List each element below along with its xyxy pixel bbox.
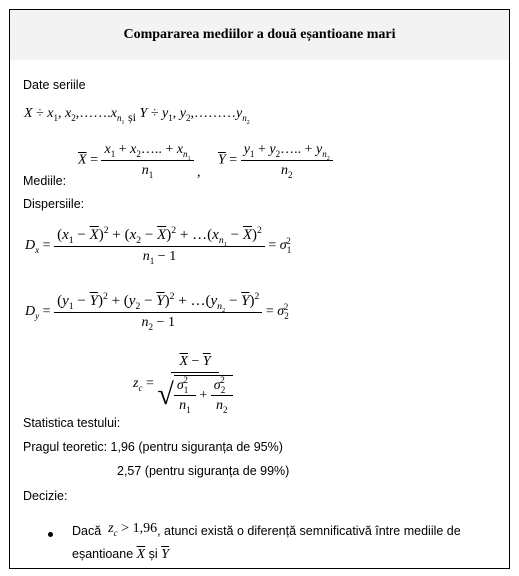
mean-y-formula: $\overline{Y}$ = $\frac{y_1 + y_2\dots.. + y_{n_2}}{n_2}$ [218, 142, 333, 179]
z-statistic-formula: $z_c$ = $\overline{X} - \overline{Y}$ √ $\frac{\sigma_1^2}{n_1}$ + $\frac{\sigma_2^2}{n_2}$ [133, 354, 233, 414]
decision-line-1 [72, 521, 461, 540]
variance-x-formula: $D_x$ = $\frac{(x_1 - \overline{X})^2 + (x_2 - \overline{X})^2 + \dots(x_{n_1} - \overline{X})^2}{n_1 - 1}$ = $\sigma_1^2$ [25, 225, 292, 266]
label-mediile: Mediile: [23, 174, 67, 188]
label-date-seriile: Date seriile [23, 78, 86, 92]
bullet-icon [48, 532, 53, 537]
mean-x-formula: $\overline{X}$ = $\frac{x_1 + x_2\dots.. + x_{n_1}}{n_1}$ , [78, 142, 201, 180]
label-dispersiile: Dispersiile: [23, 197, 85, 211]
label-pragul-99: 2,57 (pentru siguranța de 99%) [117, 464, 290, 478]
decision-condition: $z_c > 1,96$ [108, 521, 158, 538]
label-pragul: Pragul teoretic: 1,96 (pentru siguranța de 95%) [23, 440, 283, 454]
decision-text: , atunci există o diferență semnificativă între mediile de [157, 524, 461, 538]
label-statistica: Statistica testului: [23, 416, 121, 430]
formula-box [9, 9, 510, 569]
decision-line-2: eșantioane $\overline{X}$ și $\overline{Y}$ [72, 547, 169, 562]
conjunction-si: și [128, 110, 137, 124]
variance-y-formula: $D_y$ = $\frac{(y_1 - \overline{Y})^2 + (y_2 - \overline{Y})^2 + \dots(y_{n_2} - \overline{Y})^2}{n_2 - 1}$ = $\sigma_2^2$ [25, 291, 289, 332]
page-title: Compararea mediilor a două eșantioane mari [123, 27, 396, 42]
label-decizie: Decizie: [23, 489, 68, 503]
series-formula: $X \div x_1$, $x_2,\dots\dots.x_{n_1}$ și $Y \div y_1$, $y_2,\dots\dots\dots y_{n_2}$ [24, 106, 250, 126]
decision-prefix: Dacă [72, 524, 102, 538]
